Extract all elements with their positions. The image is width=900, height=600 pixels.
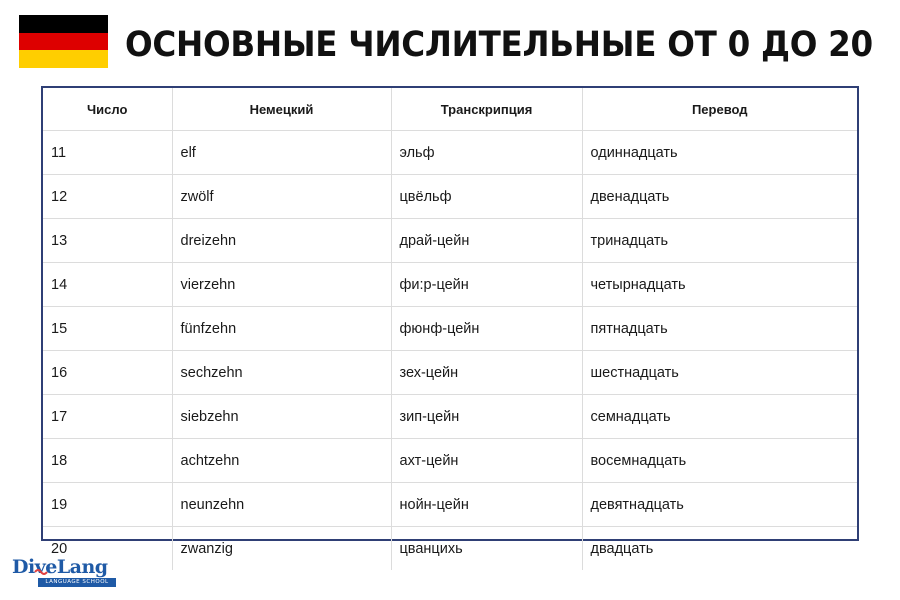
cell-transcription: нойн-цейн [391, 483, 582, 527]
table-row [43, 307, 857, 351]
cell-number: 12 [43, 175, 172, 219]
cell-transcription: цвёльф [391, 175, 582, 219]
flag-stripe-red [19, 33, 108, 51]
cell-number: 15 [43, 307, 172, 351]
numbers-table [43, 88, 857, 570]
cell-translation: пятнадцать [582, 307, 857, 351]
cell-german: zwölf [172, 175, 391, 219]
cell-german: sechzehn [172, 351, 391, 395]
cell-transcription: ахт-цейн [391, 439, 582, 483]
table-header-row [43, 88, 857, 131]
table-row [43, 483, 857, 527]
cell-number: 13 [43, 219, 172, 263]
cell-transcription: зип-цейн [391, 395, 582, 439]
cell-number: 17 [43, 395, 172, 439]
cell-translation: девятнадцать [582, 483, 857, 527]
flag-stripe-gold [19, 50, 108, 68]
cell-german: zwanzig [172, 527, 391, 571]
cell-transcription: эльф [391, 131, 582, 175]
cell-transcription: фюнф-цейн [391, 307, 582, 351]
divelang-logo [12, 556, 107, 588]
cell-translation: тринадцать [582, 219, 857, 263]
cell-translation: шестнадцать [582, 351, 857, 395]
cell-number: 11 [43, 131, 172, 175]
cell-number: 18 [43, 439, 172, 483]
table-row [43, 175, 857, 219]
cell-german: fünfzehn [172, 307, 391, 351]
wave-icon [34, 558, 48, 576]
cell-transcription: цванцихь [391, 527, 582, 571]
cell-translation: двенадцать [582, 175, 857, 219]
cell-number: 19 [43, 483, 172, 527]
cell-german: dreizehn [172, 219, 391, 263]
cell-translation: семнадцать [582, 395, 857, 439]
page-title: ОСНОВНЫЕ ЧИСЛИТЕЛЬНЫЕ ОТ 0 ДО 20 [125, 25, 873, 65]
cell-number: 14 [43, 263, 172, 307]
cell-german: elf [172, 131, 391, 175]
header-number: Число [43, 88, 172, 131]
header-transcription: Транскрипция [391, 88, 582, 131]
table-row [43, 131, 857, 175]
cell-transcription: драй-цейн [391, 219, 582, 263]
table-row [43, 439, 857, 483]
flag-stripe-black [19, 15, 108, 33]
cell-translation: двадцать [582, 527, 857, 571]
cell-transcription: зех-цейн [391, 351, 582, 395]
table-row [43, 527, 857, 571]
cell-translation: одиннадцать [582, 131, 857, 175]
cell-number: 20 [43, 527, 172, 571]
cell-number: 16 [43, 351, 172, 395]
cell-german: vierzehn [172, 263, 391, 307]
table-row [43, 351, 857, 395]
cell-german: neunzehn [172, 483, 391, 527]
cell-german: achtzehn [172, 439, 391, 483]
logo-brand-name: DiveLang [12, 556, 108, 578]
table-row [43, 263, 857, 307]
germany-flag-icon [19, 15, 108, 68]
cell-translation: восемнадцать [582, 439, 857, 483]
logo-subtitle: LANGUAGE SCHOOL [38, 578, 116, 587]
table-row [43, 395, 857, 439]
cell-german: siebzehn [172, 395, 391, 439]
header-german: Немецкий [172, 88, 391, 131]
cell-transcription: фи:р-цейн [391, 263, 582, 307]
table-row [43, 219, 857, 263]
header-translation: Перевод [582, 88, 857, 131]
cell-translation: четырнадцать [582, 263, 857, 307]
numbers-table-container [41, 86, 859, 557]
logo-brand-text [12, 556, 108, 578]
